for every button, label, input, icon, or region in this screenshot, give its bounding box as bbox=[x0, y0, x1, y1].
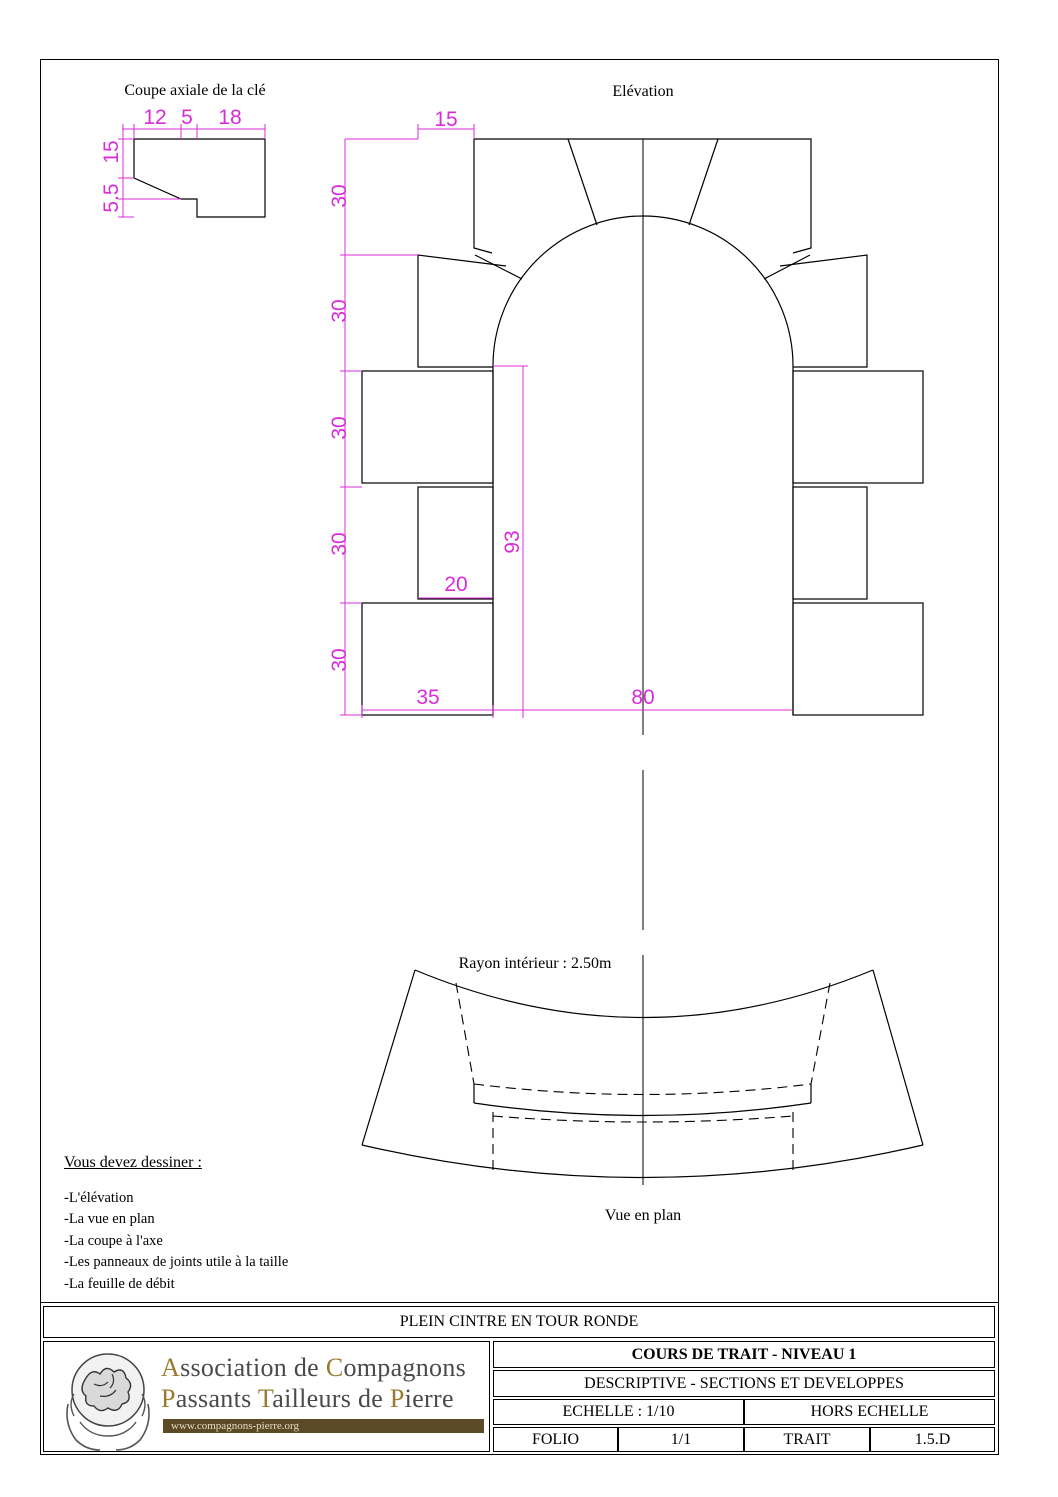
instruction-item: -La feuille de débit bbox=[64, 1275, 175, 1292]
plan-hidden-left bbox=[456, 983, 474, 1084]
subject-cell bbox=[493, 1370, 995, 1397]
scale-note: HORS ECHELLE bbox=[810, 1403, 929, 1420]
folio-label-cell bbox=[493, 1427, 618, 1452]
dim-elev-30-4: 30 bbox=[328, 532, 351, 556]
dim-key-12: 12 bbox=[143, 106, 167, 129]
elevation-top-block-left bbox=[474, 139, 492, 253]
instruction-item: -Les panneaux de joints utile à la taille bbox=[64, 1254, 289, 1271]
instructions-title: Vous devez dessiner : bbox=[64, 1154, 202, 1171]
dim-opening-93: 93 bbox=[501, 530, 524, 554]
dim-elev-30-3: 30 bbox=[328, 416, 351, 440]
dim-jamb-20: 20 bbox=[444, 573, 468, 596]
logo-line-2: Passants Tailleurs de Pierre bbox=[161, 1384, 454, 1413]
voussoir-joint-3 bbox=[475, 255, 522, 279]
plan-outer-arc bbox=[415, 970, 873, 1018]
instruction-item: -La coupe à l'axe bbox=[64, 1232, 163, 1249]
logo-line-1: Association de Compagnons bbox=[161, 1353, 467, 1382]
dim-elev-30-2: 30 bbox=[328, 299, 351, 323]
trait-value-cell bbox=[870, 1427, 995, 1452]
voussoir-joint-1 bbox=[568, 139, 597, 225]
compagnons-logo-emblem bbox=[60, 1344, 160, 1452]
elevation-title: Elévation bbox=[612, 83, 674, 100]
left-stone-2 bbox=[362, 371, 493, 483]
dim-key-5: 5 bbox=[181, 106, 193, 129]
dim-opening-80: 80 bbox=[631, 686, 655, 709]
dim-key-5-5: 5.5 bbox=[100, 183, 123, 213]
trait-label: TRAIT bbox=[783, 1430, 831, 1448]
right-stone-4 bbox=[793, 603, 923, 715]
dim-elev-30-1: 30 bbox=[328, 184, 351, 208]
plan-hidden-right bbox=[811, 983, 830, 1084]
plan-title: Vue en plan bbox=[604, 1207, 682, 1224]
voussoir-joint-2 bbox=[689, 139, 718, 225]
key-section-title: Coupe axiale de la clé bbox=[124, 82, 266, 99]
dim-base-35: 35 bbox=[416, 686, 440, 709]
trait-value: 1.5.D bbox=[914, 1430, 951, 1448]
dim-elev-30-5: 30 bbox=[328, 648, 351, 672]
folio-value: 1/1 bbox=[670, 1430, 692, 1448]
folio-label: FOLIO bbox=[531, 1430, 580, 1448]
main-title: PLEIN CINTRE EN TOUR RONDE bbox=[399, 1313, 639, 1330]
right-stone-1 bbox=[780, 255, 867, 367]
key-section-outline bbox=[134, 139, 265, 217]
instruction-item: -L'élévation bbox=[64, 1189, 134, 1206]
scale-note-cell bbox=[744, 1399, 995, 1425]
dim-elev-15: 15 bbox=[434, 108, 458, 131]
left-stone-1 bbox=[418, 255, 506, 367]
radius-note: Rayon intérieur : 2.50m bbox=[458, 955, 612, 972]
main-title-cell bbox=[43, 1306, 995, 1338]
plan-left-edge bbox=[362, 970, 415, 1145]
plan-right-edge bbox=[873, 970, 923, 1145]
dim-key-18: 18 bbox=[218, 106, 242, 129]
course-cell bbox=[493, 1341, 995, 1368]
subject-label: DESCRIPTIVE - SECTIONS ET DEVELOPPES bbox=[584, 1374, 904, 1392]
right-stone-2 bbox=[793, 371, 923, 483]
trait-label-cell bbox=[744, 1427, 870, 1452]
logo-url-link[interactable]: www.compagnons-pierre.org bbox=[163, 1419, 484, 1433]
dim-key-15: 15 bbox=[100, 140, 123, 164]
scale-cell bbox=[493, 1399, 744, 1425]
course-label: COURS DE TRAIT - NIVEAU 1 bbox=[631, 1345, 857, 1363]
scale-label: ECHELLE : 1/10 bbox=[562, 1403, 675, 1420]
instruction-item: -La vue en plan bbox=[64, 1211, 155, 1228]
folio-value-cell bbox=[618, 1427, 744, 1452]
right-stone-3 bbox=[793, 487, 867, 599]
voussoir-joint-4 bbox=[764, 255, 810, 279]
instructions-block bbox=[64, 1152, 288, 1296]
